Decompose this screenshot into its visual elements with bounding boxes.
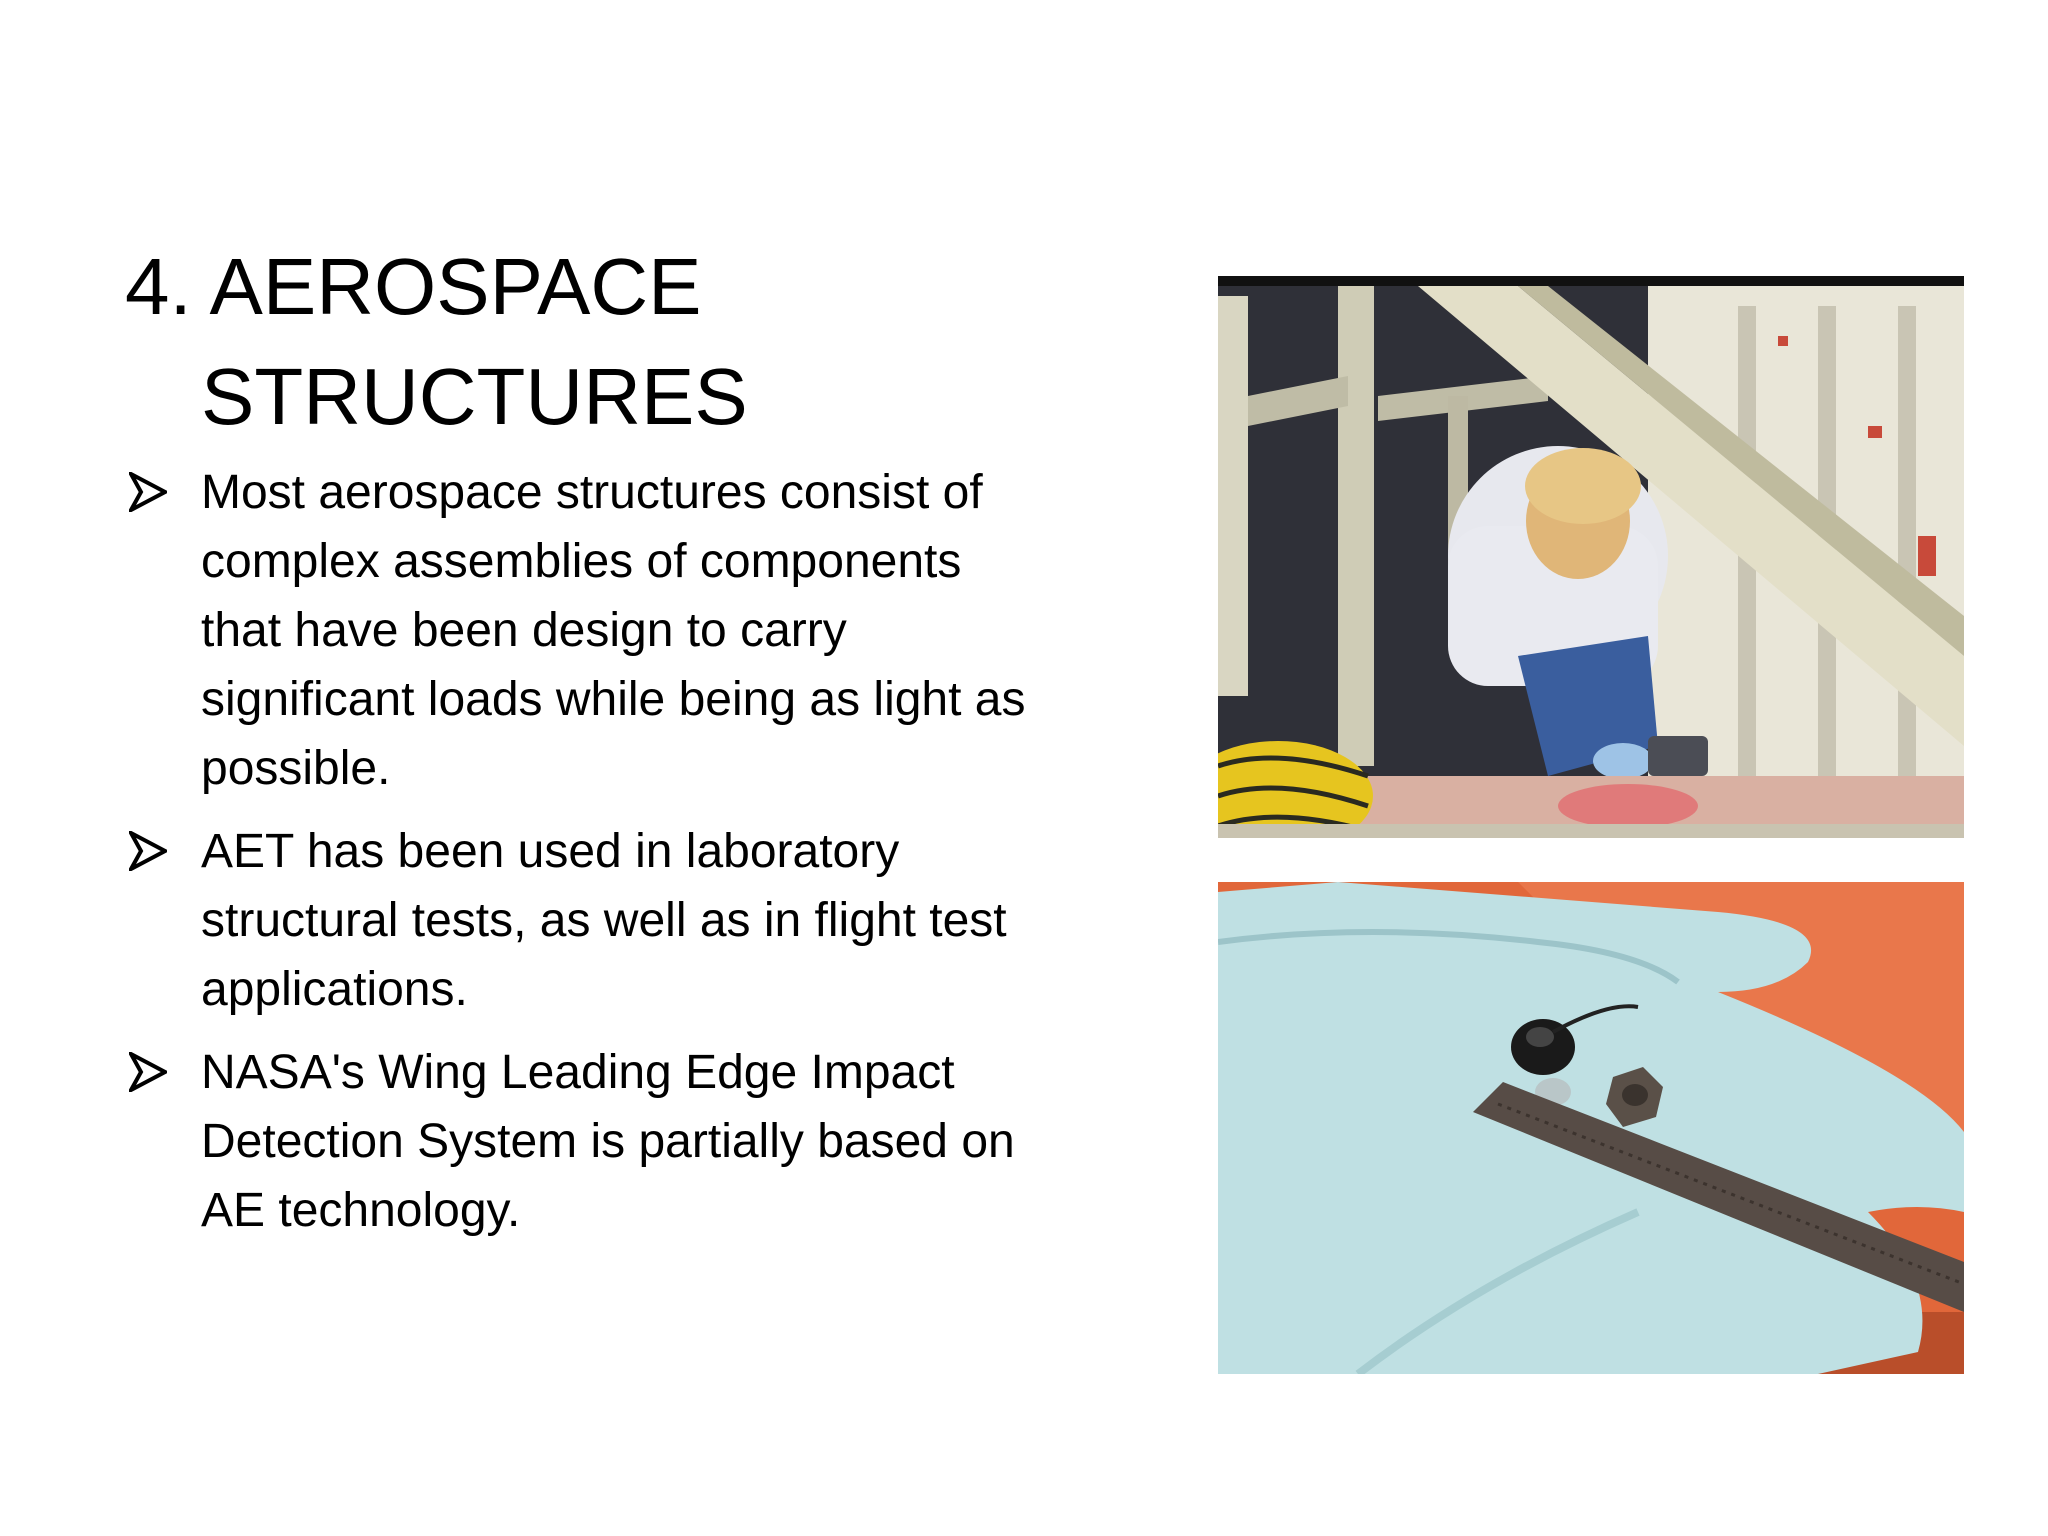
bullet-list: [125, 458, 1045, 1259]
arrowhead-bullet-icon: [129, 472, 167, 512]
bullet-item: [125, 458, 1045, 803]
title-line-2: STRUCTURES: [201, 352, 748, 441]
bullet-text: Most aerospace structures consist of complex assemblies of components that have been design to carry significant loads while being as light as possible.: [201, 466, 1026, 795]
ae-sensor-illustration: [1218, 882, 1964, 1374]
bullet-item: [125, 1038, 1045, 1245]
bullet-text: NASA's Wing Leading Edge Impact Detection System is partially based on AE technology.: [201, 1046, 1015, 1237]
arrowhead-bullet-icon: [129, 1052, 167, 1092]
wing-inspection-photo: [1218, 276, 1964, 838]
photo-divider: [1218, 838, 1964, 882]
bullet-text: AET has been used in laboratory structural tests, as well as in flight test applications.: [201, 825, 1007, 1016]
wing-inspection-illustration: [1218, 276, 1964, 838]
bullet-item: [125, 817, 1045, 1024]
title-line-1: 4. AEROSPACE: [125, 242, 702, 331]
ae-sensor-photo: [1218, 882, 1964, 1374]
arrowhead-bullet-icon: [129, 831, 167, 871]
slide-title: [125, 232, 1025, 452]
